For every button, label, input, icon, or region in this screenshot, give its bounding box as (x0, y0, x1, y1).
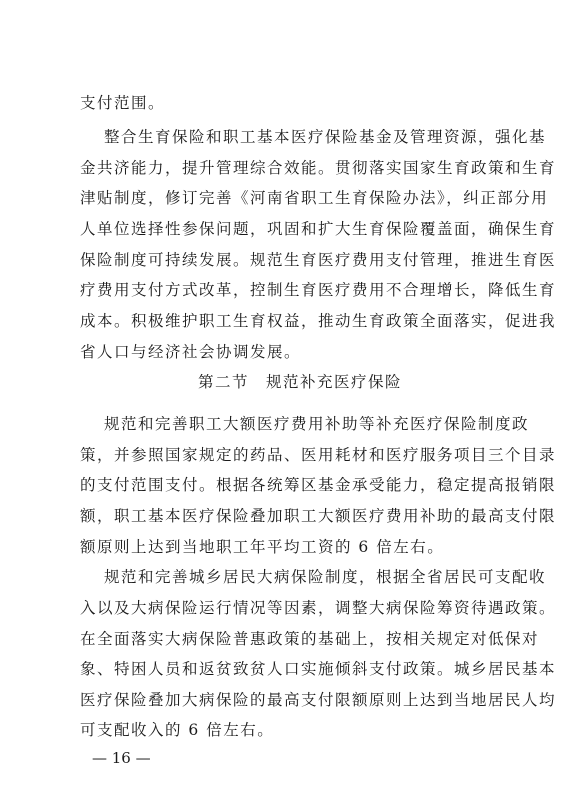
paragraph-2-line-7: 成本。积极维护职工生育权益，推动生育政策全面落实，促进我 (80, 312, 557, 330)
paragraph-3-line-3: 的支付范围支付。根据各统筹区基金承受能力，稳定提高报销限 (80, 476, 557, 494)
paragraph-2-line-3: 津贴制度，修订完善《河南省职工生育保险办法》，纠正部分用 (80, 189, 549, 207)
paragraph-4-line-3: 在全面落实大病保险普惠政策的基础上，按相关规定对低保对 (80, 630, 540, 648)
paragraph-3-line-2: 策，并参照国家规定的药品、医用耗材和医疗服务项目三个目录 (80, 446, 557, 464)
paragraph-4-line-5: 医疗保险叠加大病保险的最高支付限额原则上达到当地居民人均 (80, 691, 557, 709)
paragraph-2-line-4: 人单位选择性参保问题，巩固和扩大生育保险覆盖面，确保生育 (80, 220, 557, 238)
paragraph-2-line-6: 疗费用支付方式改革，控制生育医疗费用不合理增长，降低生育 (80, 281, 557, 299)
paragraph-3-line-1: 规范和完善职工大额医疗费用补助等补充医疗保险制度政 (104, 415, 530, 433)
paragraph-4-line-2: 入以及大病保险运行情况等因素，调整大病保险筹资待遇政策。 (80, 599, 557, 617)
section-heading: 第二节 规范补充医疗保险 (198, 373, 403, 391)
paragraph-2-line-8: 省人口与经济社会协调发展。 (80, 343, 302, 361)
page-number: — 16 — (92, 749, 151, 767)
paragraph-2-line-1: 整合生育保险和职工基本医疗保险基金及管理资源，强化基 (104, 128, 547, 146)
paragraph-4-line-1: 规范和完善城乡居民大病保险制度，根据全省居民可支配收 (104, 568, 547, 586)
paragraph-2-line-5: 保险制度可持续发展。规范生育医疗费用支付管理，推进生育医 (80, 251, 557, 269)
paragraph-3-line-4: 额，职工基本医疗保险叠加职工大额医疗费用补助的最高支付限 (80, 507, 557, 525)
paragraph-3-line-5: 额原则上达到当地职工年平均工资的 6 倍左右。 (80, 538, 445, 556)
paragraph-2-line-2: 金共济能力，提升管理综合效能。贯彻落实国家生育政策和生育 (80, 159, 557, 177)
paragraph-1-line-1: 支付范围。 (80, 94, 166, 112)
paragraph-4-line-6: 可支配收入的 6 倍左右。 (80, 721, 275, 739)
paragraph-4-line-4: 象、特困人员和返贫致贫人口实施倾斜支付政策。城乡居民基本 (80, 660, 557, 678)
